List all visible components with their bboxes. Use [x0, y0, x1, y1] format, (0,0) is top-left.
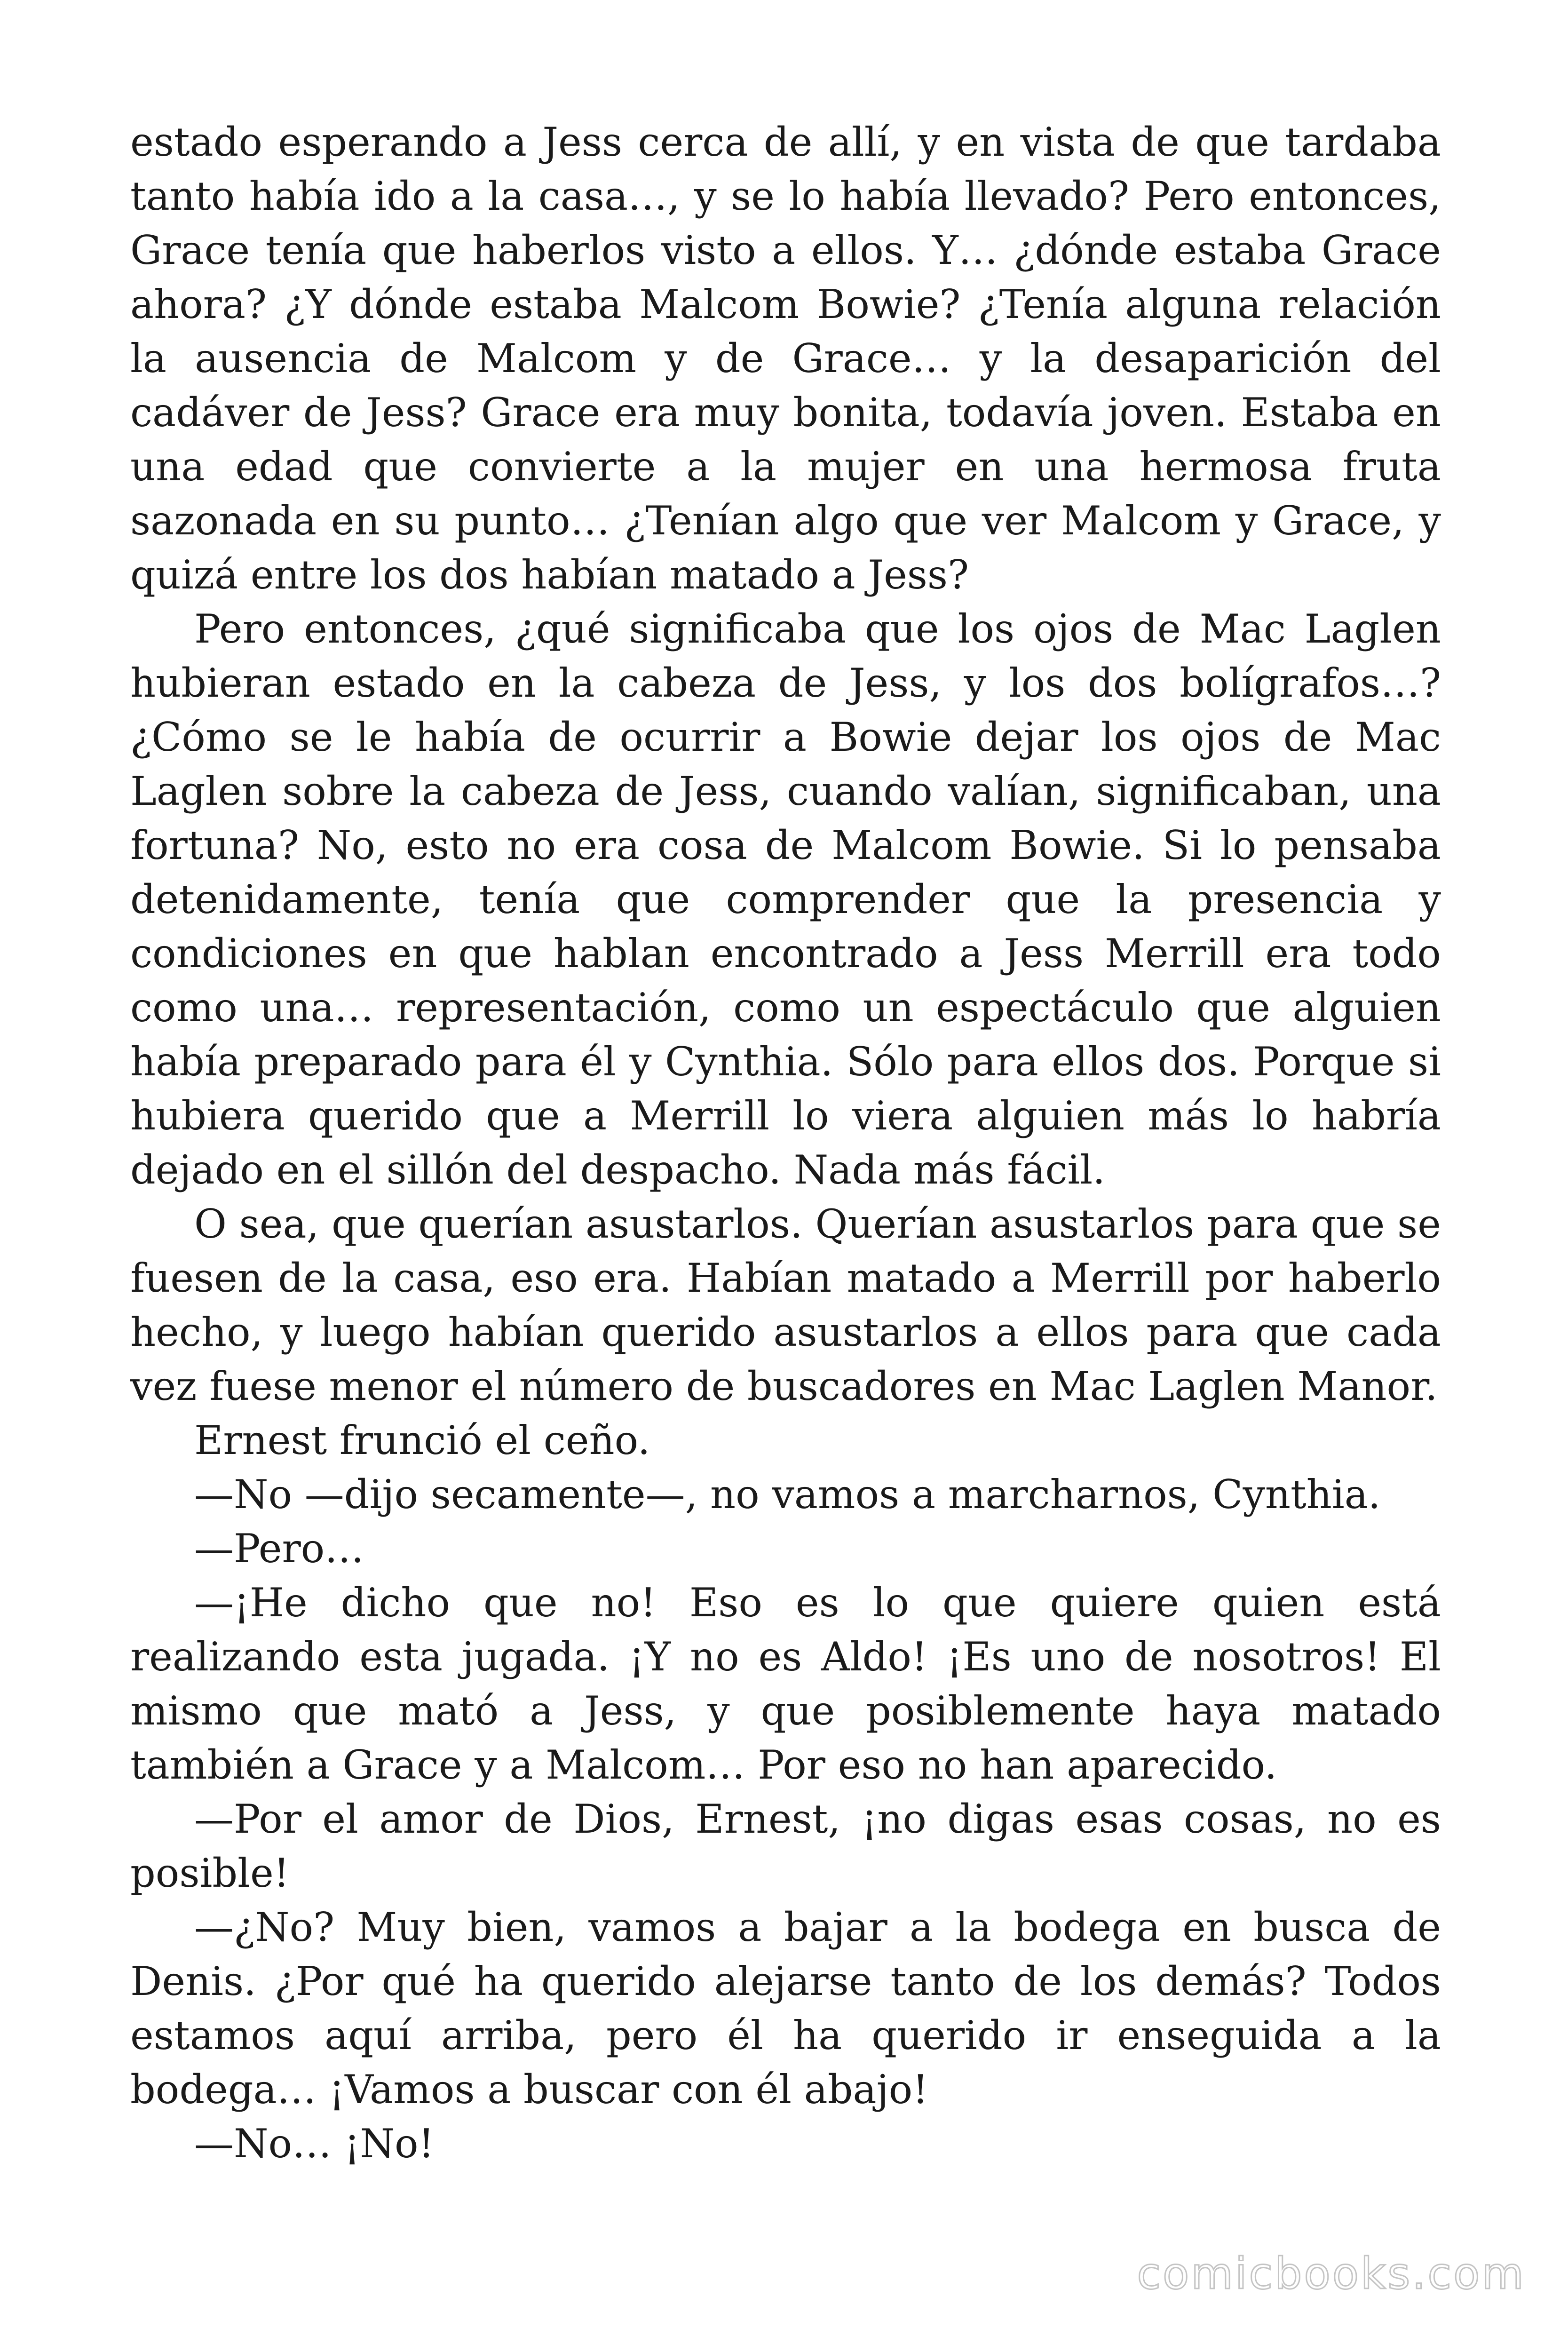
- body-text: [130, 115, 1441, 2171]
- dialogue-line: —No… ¡No!: [194, 2121, 435, 2167]
- paragraph: Ernest frunció el ceño.: [194, 1417, 650, 1463]
- dialogue-line: —Por el amor de Dios, Ernest, ¡no digas esas cosas, no es posible!: [130, 1796, 1441, 1896]
- dialogue-line: —¡He dicho que no! Eso es lo que quiere quien está realizando esta jugada. ¡Y no es Aldo! ¡Es uno de nosotros! El mismo que mató a Jess, y que posiblemente haya matado también a Grace y a Malcom… Por eso no han aparecido.: [130, 1580, 1441, 1788]
- dialogue-line: —No —dijo secamente—, no vamos a marcharnos, Cynthia.: [194, 1471, 1381, 1518]
- watermark: comicbooks.com: [1137, 2249, 1526, 2299]
- paragraph: O sea, que querían asustarlos. Querían asustarlos para que se fuesen de la casa, eso era. Habían matado a Merrill por haberlo hecho, y luego habían querido asustarlos a ellos para que cada vez fuese menor el número de buscadores en Mac Laglen Manor.: [130, 1201, 1441, 1409]
- dialogue-line: —Pero…: [194, 1526, 364, 1572]
- paragraph-continued: estado esperando a Jess cerca de allí, y en vista de que tardaba tanto había ido a la casa…, y se lo había llevado? Pero entonces, Grace tenía que haberlos visto a ellos. Y… ¿dónde estaba Grace ahora? ¿Y dónde estaba Malcom Bowie? ¿Tenía alguna relación la ausencia de Malcom y de Grace… y la desaparición del cadáver de Jess? Grace era muy bonita, todavía joven. Estaba en una edad que convierte a la mujer en una hermosa fruta sazonada en su punto… ¿Tenían algo que ver Malcom y Grace, y quizá entre los dos habían matado a Jess?: [130, 119, 1441, 598]
- paragraph: Pero entonces, ¿qué significaba que los ojos de Mac Laglen hubieran estado en la cabeza de Jess, y los dos bolígrafos…? ¿Cómo se le había de ocurrir a Bowie dejar los ojos de Mac Laglen sobre la cabeza de Jess, cuando valían, significaban, una fortuna? No, esto no era cosa de Malcom Bowie. Si lo pensaba detenidamente, tenía que comprender que la presencia y condiciones en que hablan encontrado a Jess Merrill era todo como una… representación, como un espectáculo que alguien había preparado para él y Cynthia. Sólo para ellos dos. Porque si hubiera querido que a Merrill lo viera alguien más lo habría dejado en el sillón del despacho. Nada más fácil.: [130, 606, 1441, 1193]
- dialogue-line: —¿No? Muy bien, vamos a bajar a la bodega en busca de Denis. ¿Por qué ha querido alejarse tanto de los demás? Todos estamos aquí arriba, pero él ha querido ir enseguida a la bodega… ¡Vamos a buscar con él abajo!: [130, 1904, 1441, 2113]
